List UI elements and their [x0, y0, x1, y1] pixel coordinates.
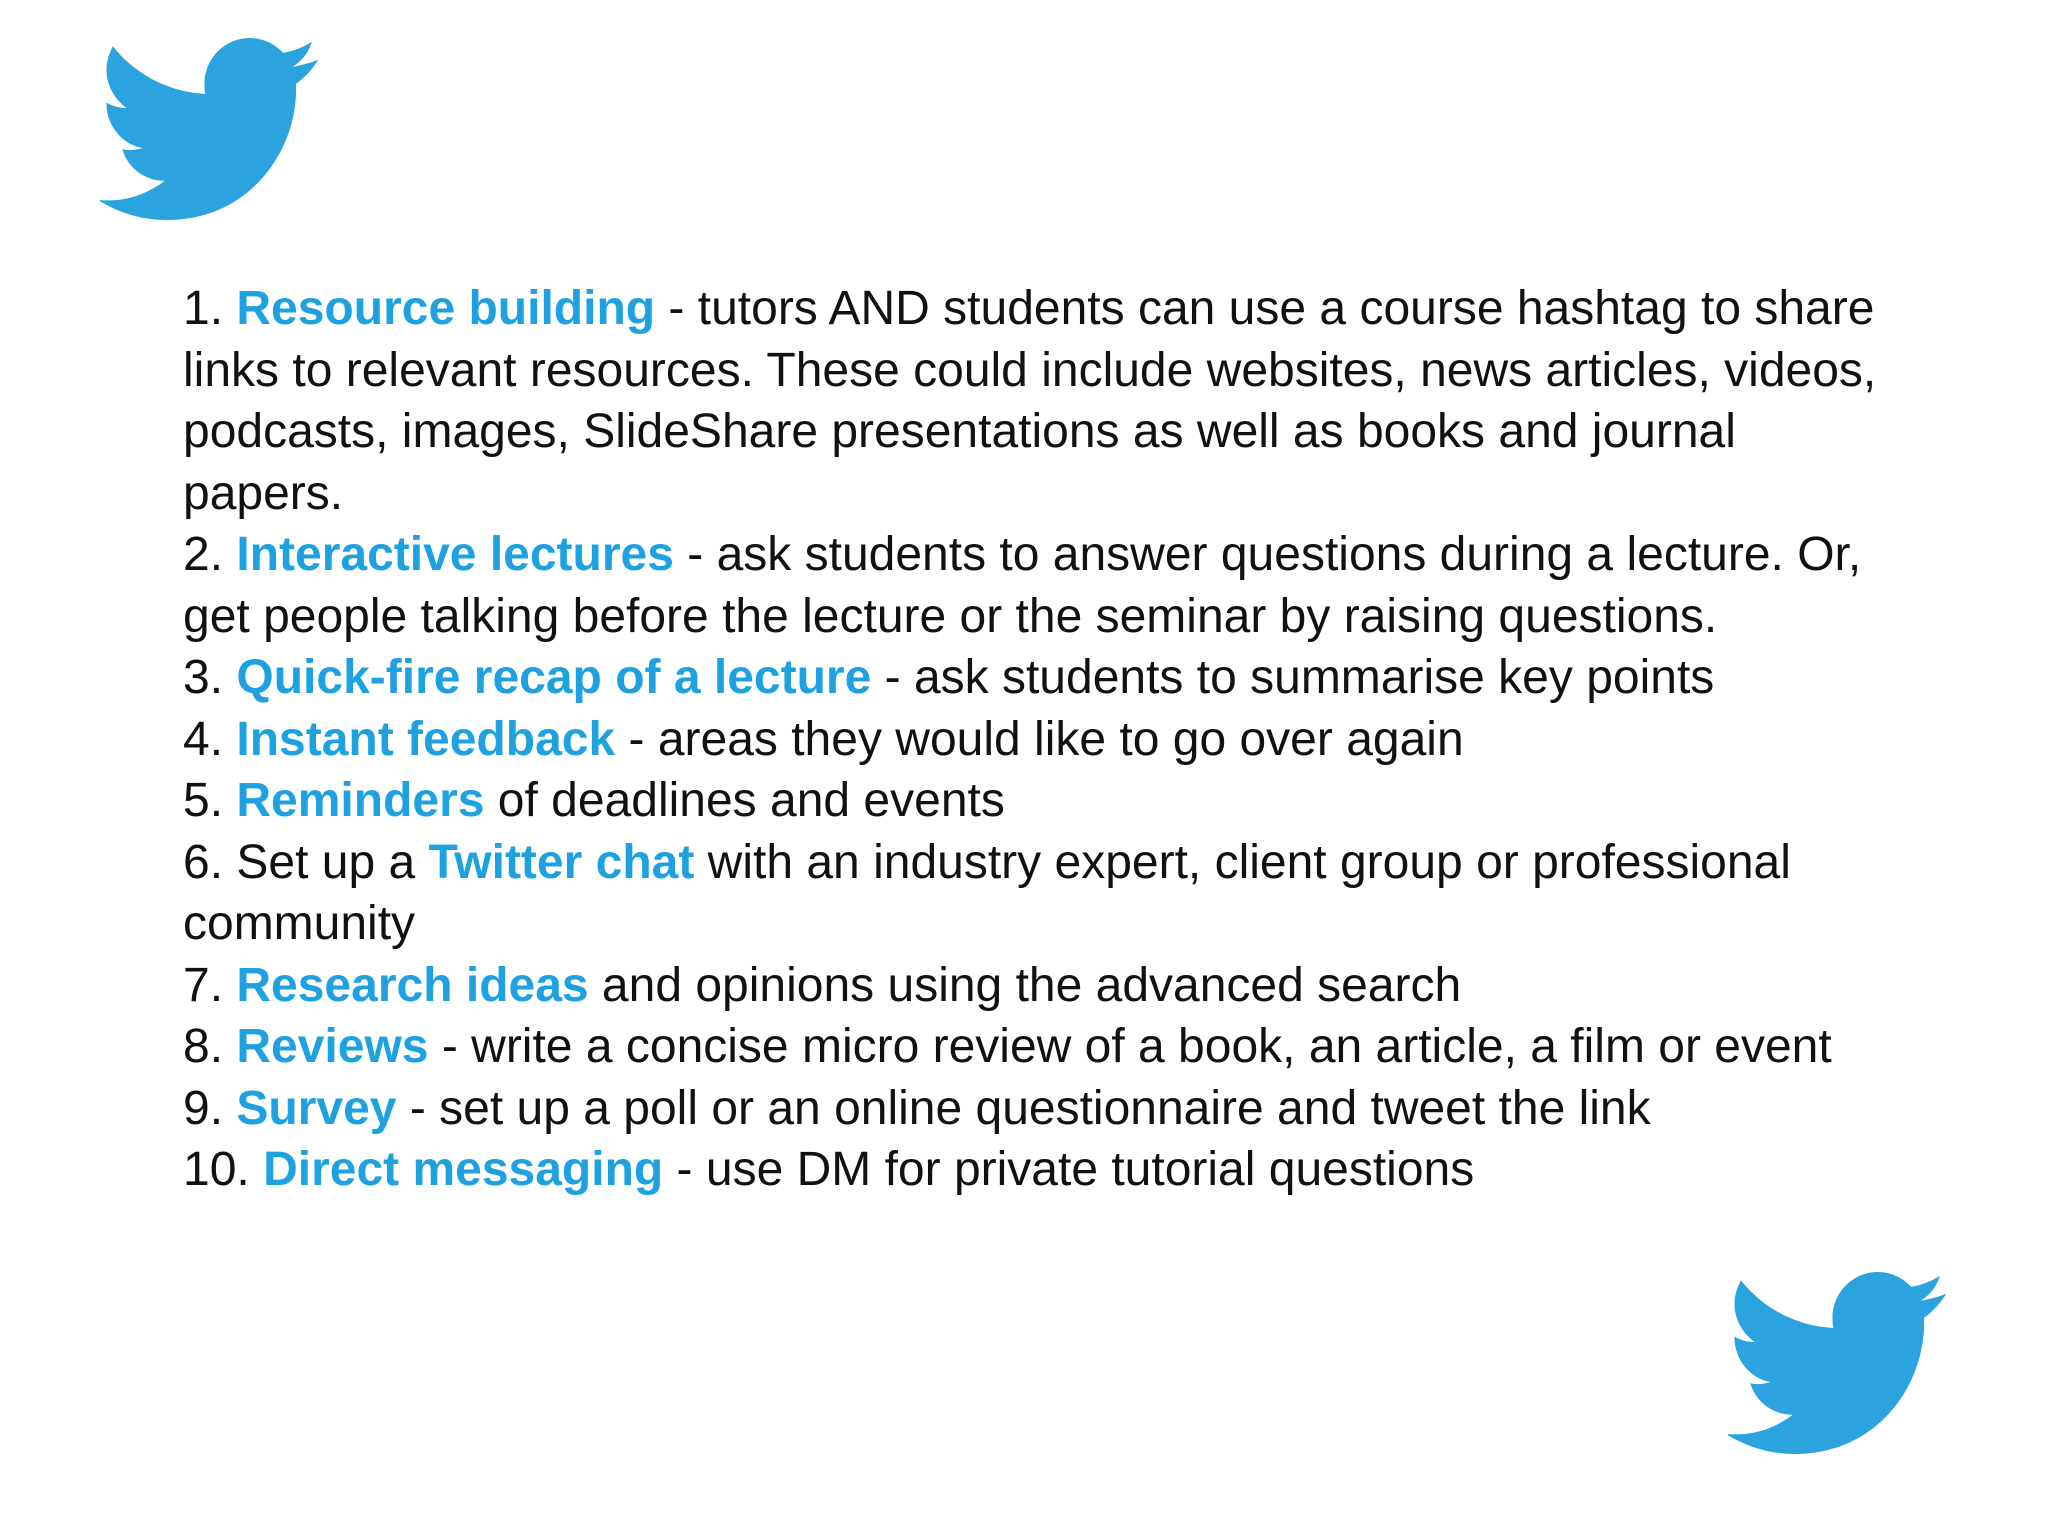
item-number: 1.	[183, 282, 237, 335]
item-highlight: Resource building	[236, 282, 656, 335]
item-text: - use DM for private tutorial questions	[663, 1143, 1475, 1196]
item-text: - ask students to answer questions during a lecture. Or, get people talking before the lecture or the seminar by raising questions.	[183, 528, 1862, 643]
twitter-bird-icon	[100, 38, 322, 220]
list-item	[183, 524, 1903, 647]
item-text: - set up a poll or an online questionnaire and tweet the link	[396, 1081, 1651, 1135]
item-highlight: Quick-fire recap of a lecture	[236, 651, 872, 704]
item-text: - tutors AND students can use a course hashtag to share links to relevant resources. These could include websites, news articles, videos, podcasts, images, SlideShare presentations as well as books and journal papers.	[183, 282, 1877, 520]
list-item	[183, 647, 1903, 709]
list-item	[183, 1139, 1903, 1201]
list-item	[183, 709, 1903, 771]
list-item	[183, 955, 1903, 1017]
item-text: and opinions using the advanced search	[588, 958, 1462, 1012]
item-highlight: Twitter chat	[428, 835, 695, 889]
item-highlight: Reviews	[236, 1020, 429, 1073]
list-item	[183, 1016, 1903, 1078]
item-highlight: Survey	[236, 1081, 397, 1135]
item-text: with an industry expert, client group or professional community	[183, 835, 1791, 950]
item-number: 2.	[183, 528, 237, 581]
item-highlight: Research ideas	[236, 958, 589, 1012]
item-number: 4.	[183, 712, 237, 766]
list-item	[183, 278, 1903, 524]
item-number: 5.	[183, 774, 237, 827]
item-number: 3.	[183, 651, 237, 704]
item-number: 8.	[183, 1020, 237, 1073]
item-text: - areas they would like to go over again	[615, 712, 1464, 766]
list-item	[183, 1078, 1903, 1140]
item-number: 6. Set up a	[183, 835, 429, 889]
list-item	[183, 832, 1903, 955]
twitter-bird-icon	[1728, 1272, 1950, 1454]
item-text: - ask students to summarise key points	[871, 651, 1715, 704]
item-number: 10.	[183, 1143, 264, 1196]
item-highlight: Interactive lectures	[236, 528, 674, 581]
list-item	[183, 770, 1903, 832]
item-text: of deadlines and events	[484, 774, 1005, 827]
item-number: 7.	[183, 958, 237, 1012]
twitter-uses-list	[183, 278, 1903, 1201]
item-highlight: Direct messaging	[263, 1143, 664, 1196]
item-text: - write a concise micro review of a book, an article, a film or event	[428, 1020, 1832, 1073]
item-number: 9.	[183, 1081, 237, 1135]
item-highlight: Instant feedback	[236, 712, 616, 766]
item-highlight: Reminders	[236, 774, 485, 827]
